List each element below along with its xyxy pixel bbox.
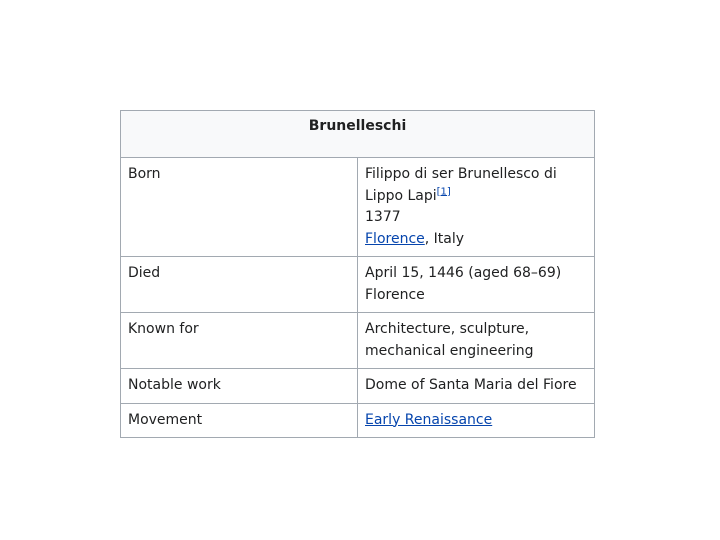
infobox-table: [120, 110, 595, 438]
died-place: Florence: [365, 286, 425, 303]
infobox-title: Brunelleschi: [121, 111, 595, 158]
infobox-row-notable-work: [121, 369, 595, 404]
notable-work-value: Dome of Santa Maria del Fiore: [358, 369, 595, 404]
infobox-row-died: [121, 257, 595, 313]
notable-work-label: Notable work: [121, 369, 358, 404]
died-label: Died: [121, 257, 358, 313]
reference-link-1[interactable]: [1]: [436, 185, 451, 197]
born-name-line1: Filippo di ser Brunellesco di: [365, 166, 557, 182]
known-for-line1: Architecture, sculpture,: [365, 321, 530, 337]
early-renaissance-link[interactable]: Early Renaissance: [365, 411, 493, 428]
infobox-header-row: [121, 111, 595, 158]
died-date: April 15, 1446 (aged 68–69): [365, 265, 562, 281]
infobox-row-known-for: [121, 313, 595, 369]
movement-value: [358, 403, 595, 438]
known-for-label: Known for: [121, 313, 358, 369]
born-name-line2: Lippo Lapi: [365, 187, 437, 204]
known-for-line2: mechanical engineering: [365, 342, 534, 359]
born-place-rest: , Italy: [424, 230, 465, 247]
known-for-value: [358, 313, 595, 369]
infobox-row-born: [121, 158, 595, 257]
born-year: 1377: [365, 209, 401, 225]
movement-label: Movement: [121, 403, 358, 438]
florence-link[interactable]: Florence: [365, 230, 425, 247]
born-value: [358, 158, 595, 257]
born-label: Born: [121, 158, 358, 257]
died-value: [358, 257, 595, 313]
infobox-row-movement: [121, 403, 595, 438]
